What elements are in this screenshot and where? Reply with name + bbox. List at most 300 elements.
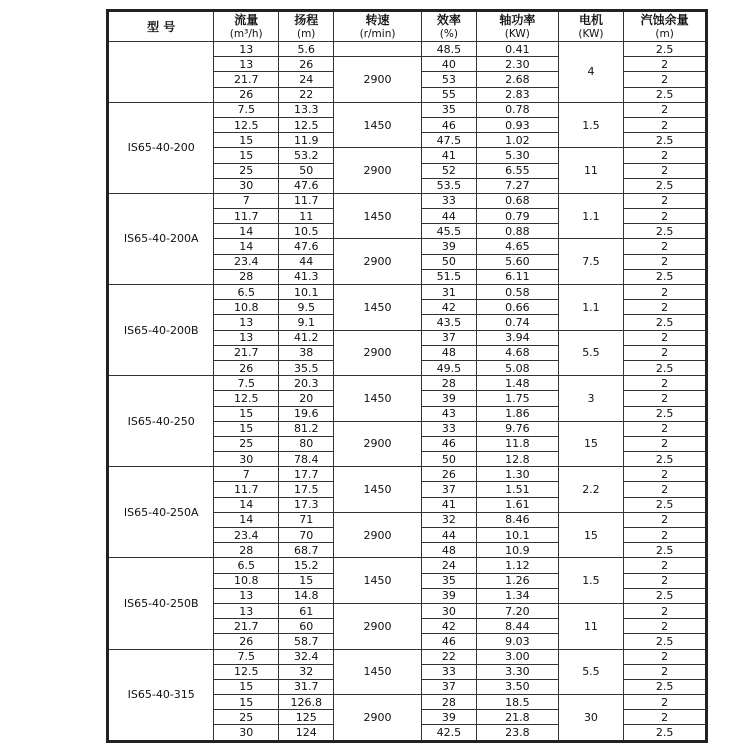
head-cell: 58.7 xyxy=(278,634,333,649)
npsh-cell: 2 xyxy=(624,376,707,391)
speed-cell: 2900 xyxy=(334,421,421,467)
head-cell: 15.2 xyxy=(278,558,333,573)
flow-cell: 21.7 xyxy=(214,72,279,87)
head-cell: 68.7 xyxy=(278,543,333,558)
shaft-power-cell: 9.03 xyxy=(477,634,559,649)
flow-cell: 14 xyxy=(214,512,279,527)
header-shaft-power xyxy=(477,11,559,42)
header-flow xyxy=(214,11,279,42)
efficiency-cell: 37 xyxy=(421,679,476,694)
shaft-power-cell: 3.00 xyxy=(477,649,559,664)
shaft-power-cell: 2.30 xyxy=(477,57,559,72)
table-row xyxy=(108,42,707,57)
shaft-power-cell: 1.48 xyxy=(477,376,559,391)
head-cell: 14.8 xyxy=(278,588,333,603)
head-cell: 17.3 xyxy=(278,497,333,512)
header-speed-label: 转速 xyxy=(365,12,390,27)
head-cell: 26 xyxy=(278,57,333,72)
speed-cell: 1450 xyxy=(334,558,421,604)
motor-cell: 5.5 xyxy=(558,649,624,695)
model-cell: IS65-40-315 xyxy=(108,649,214,741)
header-model xyxy=(108,11,214,42)
flow-cell: 25 xyxy=(214,436,279,451)
npsh-cell: 2.5 xyxy=(624,133,707,148)
flow-cell: 23.4 xyxy=(214,254,279,269)
shaft-power-cell: 0.58 xyxy=(477,285,559,300)
efficiency-cell: 50 xyxy=(421,452,476,467)
efficiency-cell: 39 xyxy=(421,710,476,725)
header-motor-label: 电机 xyxy=(578,12,603,27)
flow-cell: 7 xyxy=(214,193,279,208)
shaft-power-cell: 1.34 xyxy=(477,588,559,603)
npsh-cell: 2.5 xyxy=(624,406,707,421)
shaft-power-cell: 5.60 xyxy=(477,254,559,269)
head-cell: 11.7 xyxy=(278,193,333,208)
efficiency-cell: 37 xyxy=(421,482,476,497)
shaft-power-cell: 8.44 xyxy=(477,619,559,634)
motor-cell: 2.2 xyxy=(558,467,624,513)
table-row xyxy=(108,193,707,208)
npsh-cell: 2 xyxy=(624,57,707,72)
head-cell: 24 xyxy=(278,72,333,87)
table-row xyxy=(108,102,707,117)
npsh-cell: 2.5 xyxy=(624,634,707,649)
npsh-cell: 2 xyxy=(624,254,707,269)
flow-cell: 15 xyxy=(214,406,279,421)
speed-cell: 2900 xyxy=(334,330,421,376)
flow-cell: 15 xyxy=(214,679,279,694)
npsh-cell: 2 xyxy=(624,467,707,482)
head-cell: 12.5 xyxy=(278,117,333,132)
model-cell: IS65-40-200A xyxy=(108,193,214,284)
head-cell: 32.4 xyxy=(278,649,333,664)
flow-cell: 14 xyxy=(214,497,279,512)
efficiency-cell: 42.5 xyxy=(421,725,476,741)
table-row xyxy=(108,558,707,573)
header-shaft-power-label: 轴功率 xyxy=(499,12,536,27)
flow-cell: 28 xyxy=(214,269,279,284)
flow-cell: 28 xyxy=(214,543,279,558)
shaft-power-cell: 1.30 xyxy=(477,467,559,482)
npsh-cell: 2 xyxy=(624,239,707,254)
header-head-unit: (m) xyxy=(296,27,316,40)
header-flow-label: 流量 xyxy=(234,12,259,27)
npsh-cell: 2 xyxy=(624,209,707,224)
head-cell: 9.5 xyxy=(278,300,333,315)
header-head-label: 扬程 xyxy=(294,12,319,27)
head-cell: 61 xyxy=(278,603,333,618)
motor-cell: 3 xyxy=(558,376,624,422)
efficiency-cell: 33 xyxy=(421,421,476,436)
header-speed xyxy=(334,11,421,42)
flow-cell: 14 xyxy=(214,239,279,254)
shaft-power-cell: 4.68 xyxy=(477,345,559,360)
npsh-cell: 2 xyxy=(624,285,707,300)
head-cell: 13.3 xyxy=(278,102,333,117)
table-row xyxy=(108,376,707,391)
npsh-cell: 2 xyxy=(624,619,707,634)
efficiency-cell: 46 xyxy=(421,117,476,132)
head-cell: 9.1 xyxy=(278,315,333,330)
shaft-power-cell: 3.30 xyxy=(477,664,559,679)
head-cell: 20 xyxy=(278,391,333,406)
efficiency-cell: 48 xyxy=(421,543,476,558)
efficiency-cell: 35 xyxy=(421,573,476,588)
shaft-power-cell: 6.55 xyxy=(477,163,559,178)
efficiency-cell: 37 xyxy=(421,330,476,345)
efficiency-cell: 43 xyxy=(421,406,476,421)
header-efficiency-unit: (%) xyxy=(439,27,458,40)
head-cell: 32 xyxy=(278,664,333,679)
shaft-power-cell: 0.74 xyxy=(477,315,559,330)
flow-cell: 7 xyxy=(214,467,279,482)
efficiency-cell: 53 xyxy=(421,72,476,87)
efficiency-cell: 28 xyxy=(421,695,476,710)
efficiency-cell: 39 xyxy=(421,588,476,603)
flow-cell: 11.7 xyxy=(214,209,279,224)
shaft-power-cell: 11.8 xyxy=(477,436,559,451)
flow-cell: 13 xyxy=(214,603,279,618)
speed-cell: 2900 xyxy=(334,603,421,649)
efficiency-cell: 52 xyxy=(421,163,476,178)
efficiency-cell: 33 xyxy=(421,193,476,208)
model-cell: IS65-40-200B xyxy=(108,285,214,376)
npsh-cell: 2.5 xyxy=(624,178,707,193)
shaft-power-cell: 1.26 xyxy=(477,573,559,588)
motor-cell: 1.5 xyxy=(558,102,624,148)
head-cell: 60 xyxy=(278,619,333,634)
head-cell: 44 xyxy=(278,254,333,269)
flow-cell: 23.4 xyxy=(214,528,279,543)
npsh-cell: 2.5 xyxy=(624,725,707,741)
shaft-power-cell: 1.12 xyxy=(477,558,559,573)
flow-cell: 30 xyxy=(214,178,279,193)
motor-cell: 5.5 xyxy=(558,330,624,376)
head-cell: 41.3 xyxy=(278,269,333,284)
npsh-cell: 2.5 xyxy=(624,497,707,512)
flow-cell: 15 xyxy=(214,148,279,163)
motor-cell: 1.5 xyxy=(558,558,624,604)
npsh-cell: 2 xyxy=(624,345,707,360)
efficiency-cell: 41 xyxy=(421,148,476,163)
shaft-power-cell: 0.66 xyxy=(477,300,559,315)
speed-cell: 2900 xyxy=(334,695,421,742)
flow-cell: 13 xyxy=(214,42,279,57)
flow-cell: 6.5 xyxy=(214,558,279,573)
npsh-cell: 2.5 xyxy=(624,543,707,558)
flow-cell: 25 xyxy=(214,710,279,725)
model-cell: IS65-40-250B xyxy=(108,558,214,649)
npsh-cell: 2 xyxy=(624,664,707,679)
shaft-power-cell: 0.41 xyxy=(477,42,559,57)
speed-cell: 2900 xyxy=(334,57,421,103)
npsh-cell: 2 xyxy=(624,330,707,345)
shaft-power-cell: 3.94 xyxy=(477,330,559,345)
head-cell: 20.3 xyxy=(278,376,333,391)
npsh-cell: 2 xyxy=(624,72,707,87)
flow-cell: 30 xyxy=(214,725,279,741)
efficiency-cell: 39 xyxy=(421,391,476,406)
flow-cell: 15 xyxy=(214,421,279,436)
flow-cell: 14 xyxy=(214,224,279,239)
flow-cell: 7.5 xyxy=(214,649,279,664)
header-efficiency-label: 效率 xyxy=(436,12,461,27)
shaft-power-cell: 10.9 xyxy=(477,543,559,558)
motor-cell: 11 xyxy=(558,603,624,649)
header-head xyxy=(278,11,333,42)
head-cell: 38 xyxy=(278,345,333,360)
head-cell: 47.6 xyxy=(278,239,333,254)
shaft-power-cell: 1.61 xyxy=(477,497,559,512)
header-motor-unit: (KW) xyxy=(578,27,604,40)
head-cell: 50 xyxy=(278,163,333,178)
header-model-label: 型 号 xyxy=(147,19,176,34)
npsh-cell: 2 xyxy=(624,163,707,178)
flow-cell: 13 xyxy=(214,330,279,345)
header-row xyxy=(108,11,707,42)
flow-cell: 21.7 xyxy=(214,345,279,360)
table-row xyxy=(108,467,707,482)
efficiency-cell: 30 xyxy=(421,603,476,618)
npsh-cell: 2.5 xyxy=(624,679,707,694)
shaft-power-cell: 23.8 xyxy=(477,725,559,741)
motor-cell: 4 xyxy=(558,42,624,103)
head-cell: 17.5 xyxy=(278,482,333,497)
npsh-cell: 2 xyxy=(624,603,707,618)
efficiency-cell: 22 xyxy=(421,649,476,664)
efficiency-cell: 45.5 xyxy=(421,224,476,239)
efficiency-cell: 39 xyxy=(421,239,476,254)
efficiency-cell: 48.5 xyxy=(421,42,476,57)
efficiency-cell: 41 xyxy=(421,497,476,512)
shaft-power-cell: 7.27 xyxy=(477,178,559,193)
flow-cell: 25 xyxy=(214,163,279,178)
flow-cell: 15 xyxy=(214,133,279,148)
head-cell: 11 xyxy=(278,209,333,224)
head-cell: 53.2 xyxy=(278,148,333,163)
npsh-cell: 2 xyxy=(624,148,707,163)
shaft-power-cell: 12.8 xyxy=(477,452,559,467)
flow-cell: 6.5 xyxy=(214,285,279,300)
head-cell: 22 xyxy=(278,87,333,102)
shaft-power-cell: 3.50 xyxy=(477,679,559,694)
efficiency-cell: 35 xyxy=(421,102,476,117)
flow-cell: 12.5 xyxy=(214,664,279,679)
motor-cell: 15 xyxy=(558,421,624,467)
efficiency-cell: 28 xyxy=(421,376,476,391)
efficiency-cell: 44 xyxy=(421,528,476,543)
flow-cell: 15 xyxy=(214,695,279,710)
shaft-power-cell: 1.86 xyxy=(477,406,559,421)
speed-cell: 2900 xyxy=(334,148,421,194)
head-cell: 31.7 xyxy=(278,679,333,694)
motor-cell: 1.1 xyxy=(558,193,624,239)
head-cell: 41.2 xyxy=(278,330,333,345)
flow-cell: 10.8 xyxy=(214,300,279,315)
head-cell: 78.4 xyxy=(278,452,333,467)
npsh-cell: 2 xyxy=(624,695,707,710)
npsh-cell: 2 xyxy=(624,512,707,527)
npsh-cell: 2.5 xyxy=(624,360,707,375)
efficiency-cell: 43.5 xyxy=(421,315,476,330)
head-cell: 35.5 xyxy=(278,360,333,375)
model-cell xyxy=(108,42,214,103)
npsh-cell: 2 xyxy=(624,421,707,436)
head-cell: 47.6 xyxy=(278,178,333,193)
shaft-power-cell: 18.5 xyxy=(477,695,559,710)
efficiency-cell: 31 xyxy=(421,285,476,300)
shaft-power-cell: 10.1 xyxy=(477,528,559,543)
efficiency-cell: 50 xyxy=(421,254,476,269)
speed-cell: 2900 xyxy=(334,512,421,558)
header-flow-unit: (m³/h) xyxy=(229,27,263,40)
head-cell: 70 xyxy=(278,528,333,543)
shaft-power-cell: 2.83 xyxy=(477,87,559,102)
flow-cell: 12.5 xyxy=(214,117,279,132)
head-cell: 17.7 xyxy=(278,467,333,482)
model-cell: IS65-40-200 xyxy=(108,102,214,193)
npsh-cell: 2 xyxy=(624,558,707,573)
model-cell: IS65-40-250 xyxy=(108,376,214,467)
flow-cell: 26 xyxy=(214,360,279,375)
efficiency-cell: 46 xyxy=(421,634,476,649)
efficiency-cell: 51.5 xyxy=(421,269,476,284)
npsh-cell: 2 xyxy=(624,528,707,543)
header-shaft-power-unit: (KW) xyxy=(504,27,530,40)
head-cell: 11.9 xyxy=(278,133,333,148)
efficiency-cell: 32 xyxy=(421,512,476,527)
efficiency-cell: 48 xyxy=(421,345,476,360)
npsh-cell: 2 xyxy=(624,193,707,208)
npsh-cell: 2 xyxy=(624,436,707,451)
npsh-cell: 2 xyxy=(624,573,707,588)
table-row xyxy=(108,285,707,300)
efficiency-cell: 47.5 xyxy=(421,133,476,148)
head-cell: 71 xyxy=(278,512,333,527)
head-cell: 81.2 xyxy=(278,421,333,436)
shaft-power-cell: 1.75 xyxy=(477,391,559,406)
shaft-power-cell: 0.88 xyxy=(477,224,559,239)
motor-cell: 30 xyxy=(558,695,624,742)
efficiency-cell: 55 xyxy=(421,87,476,102)
speed-cell: 1450 xyxy=(334,649,421,695)
speed-cell: 2900 xyxy=(334,239,421,285)
flow-cell: 13 xyxy=(214,315,279,330)
efficiency-cell: 49.5 xyxy=(421,360,476,375)
header-efficiency xyxy=(421,11,476,42)
flow-cell: 26 xyxy=(214,634,279,649)
shaft-power-cell: 6.11 xyxy=(477,269,559,284)
efficiency-cell: 53.5 xyxy=(421,178,476,193)
speed-cell: 1450 xyxy=(334,376,421,422)
efficiency-cell: 33 xyxy=(421,664,476,679)
npsh-cell: 2.5 xyxy=(624,224,707,239)
efficiency-cell: 42 xyxy=(421,300,476,315)
efficiency-cell: 40 xyxy=(421,57,476,72)
shaft-power-cell: 9.76 xyxy=(477,421,559,436)
shaft-power-cell: 8.46 xyxy=(477,512,559,527)
shaft-power-cell: 0.93 xyxy=(477,117,559,132)
header-npsh-label: 汽蚀余量 xyxy=(640,12,689,27)
flow-cell: 30 xyxy=(214,452,279,467)
flow-cell: 12.5 xyxy=(214,391,279,406)
header-npsh-unit: (m) xyxy=(655,27,674,40)
npsh-cell: 2.5 xyxy=(624,269,707,284)
shaft-power-cell: 1.51 xyxy=(477,482,559,497)
flow-cell: 26 xyxy=(214,87,279,102)
shaft-power-cell: 5.08 xyxy=(477,360,559,375)
npsh-cell: 2 xyxy=(624,117,707,132)
header-motor xyxy=(558,11,624,42)
head-cell: 10.5 xyxy=(278,224,333,239)
head-cell: 15 xyxy=(278,573,333,588)
motor-cell: 15 xyxy=(558,512,624,558)
flow-cell: 7.5 xyxy=(214,102,279,117)
motor-cell: 11 xyxy=(558,148,624,194)
shaft-power-cell: 5.30 xyxy=(477,148,559,163)
shaft-power-cell: 0.68 xyxy=(477,193,559,208)
npsh-cell: 2 xyxy=(624,102,707,117)
motor-cell: 1.1 xyxy=(558,285,624,331)
pump-spec-table xyxy=(106,9,708,743)
npsh-cell: 2.5 xyxy=(624,87,707,102)
header-npsh xyxy=(624,11,707,42)
head-cell: 80 xyxy=(278,436,333,451)
shaft-power-cell: 0.79 xyxy=(477,209,559,224)
flow-cell: 21.7 xyxy=(214,619,279,634)
efficiency-cell: 46 xyxy=(421,436,476,451)
header-speed-unit: (r/min) xyxy=(359,27,396,40)
efficiency-cell: 24 xyxy=(421,558,476,573)
npsh-cell: 2.5 xyxy=(624,452,707,467)
efficiency-cell: 42 xyxy=(421,619,476,634)
table-body xyxy=(108,42,707,742)
npsh-cell: 2 xyxy=(624,300,707,315)
model-cell: IS65-40-250A xyxy=(108,467,214,558)
npsh-cell: 2.5 xyxy=(624,315,707,330)
npsh-cell: 2.5 xyxy=(624,42,707,57)
speed-cell: 1450 xyxy=(334,467,421,513)
shaft-power-cell: 2.68 xyxy=(477,72,559,87)
flow-cell: 10.8 xyxy=(214,573,279,588)
npsh-cell: 2 xyxy=(624,649,707,664)
head-cell: 126.8 xyxy=(278,695,333,710)
shaft-power-cell: 7.20 xyxy=(477,603,559,618)
shaft-power-cell: 0.78 xyxy=(477,102,559,117)
shaft-power-cell: 4.65 xyxy=(477,239,559,254)
flow-cell: 13 xyxy=(214,588,279,603)
head-cell: 124 xyxy=(278,725,333,741)
npsh-cell: 2 xyxy=(624,391,707,406)
speed-cell: 1450 xyxy=(334,193,421,239)
efficiency-cell: 26 xyxy=(421,467,476,482)
head-cell: 19.6 xyxy=(278,406,333,421)
speed-cell: 1450 xyxy=(334,102,421,148)
speed-cell xyxy=(334,42,421,57)
efficiency-cell: 44 xyxy=(421,209,476,224)
npsh-cell: 2 xyxy=(624,482,707,497)
head-cell: 125 xyxy=(278,710,333,725)
npsh-cell: 2.5 xyxy=(624,588,707,603)
motor-cell: 7.5 xyxy=(558,239,624,285)
speed-cell: 1450 xyxy=(334,285,421,331)
npsh-cell: 2 xyxy=(624,710,707,725)
flow-cell: 11.7 xyxy=(214,482,279,497)
shaft-power-cell: 21.8 xyxy=(477,710,559,725)
shaft-power-cell: 1.02 xyxy=(477,133,559,148)
table-row xyxy=(108,649,707,664)
flow-cell: 13 xyxy=(214,57,279,72)
